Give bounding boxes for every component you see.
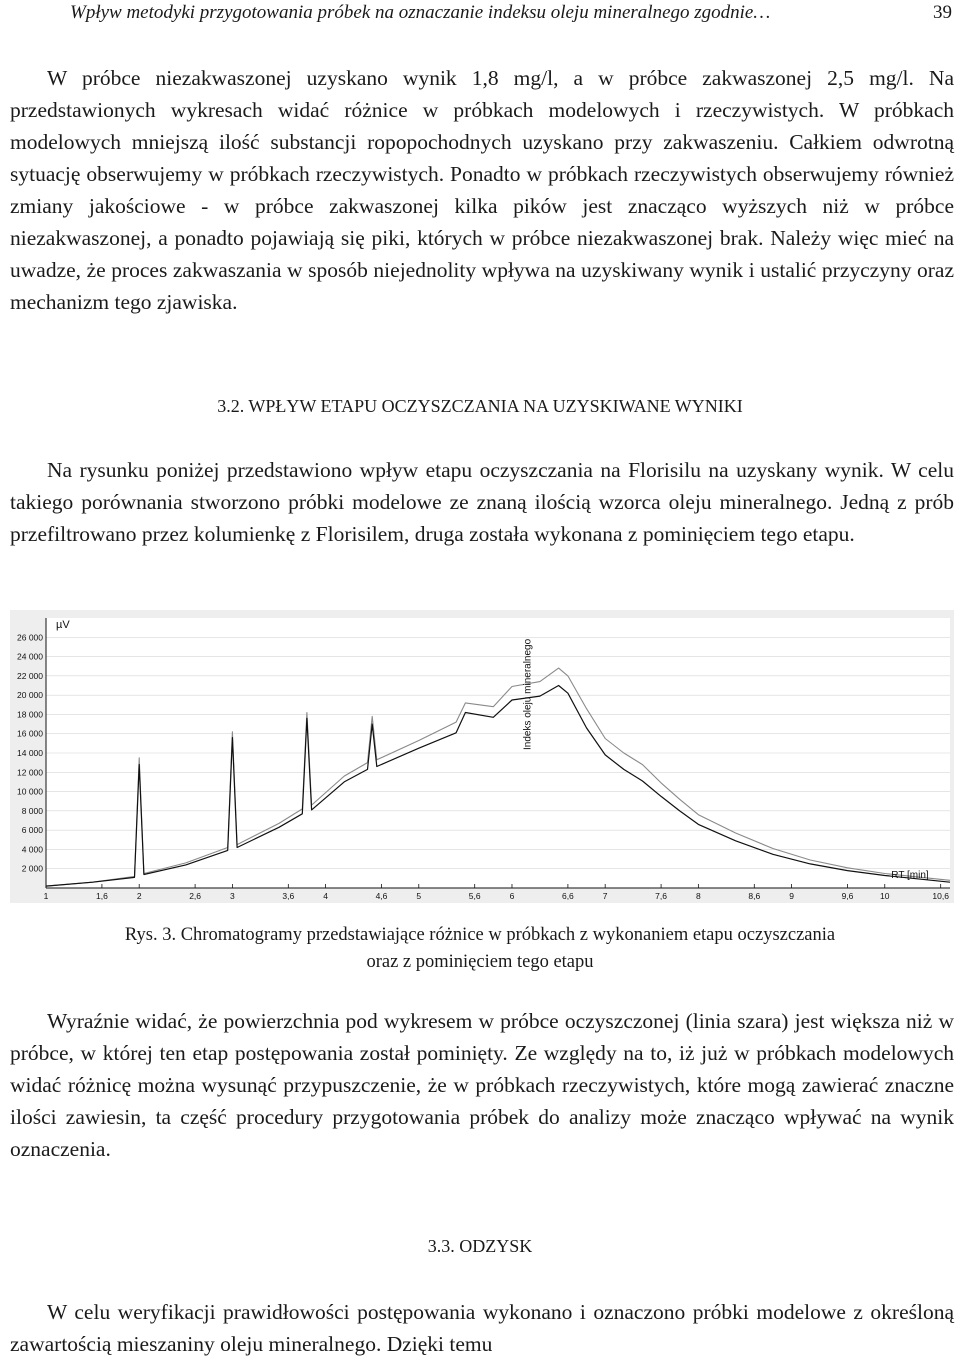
y-tick-label: 22 000: [17, 670, 43, 681]
y-tick-label: 6 000: [21, 825, 43, 836]
x-tick-label: 9,6: [841, 891, 854, 901]
caption-line-1: Rys. 3. Chromatogramy przedstawiające różnice w próbkach z wykonaniem etapu oczyszczania: [124, 925, 836, 945]
x-tick-label: 5,6: [468, 891, 481, 901]
chromatogram-chart: [10, 610, 954, 903]
running-title: Wpływ metodyki przygotowania próbek na oznaczanie indeksu oleju mineralnego zgodnie…: [70, 2, 771, 23]
x-tick-label: 3: [230, 891, 235, 901]
y-tick-label: 14 000: [17, 748, 43, 758]
x-tick-label: 8: [696, 891, 701, 901]
x-tick-label: 1: [43, 891, 49, 901]
caption-line-2: oraz z pominięciem tego etapu: [366, 952, 594, 972]
x-tick-label: 8,6: [748, 891, 761, 901]
x-tick-label: 9: [789, 891, 794, 901]
x-tick-label: 6: [509, 891, 515, 901]
paragraph-3: Wyraźnie widać, że powierzchnia pod wykresem w próbce oczyszczonej (linia szara) jest większa niż w próbce, w której ten etap postępowania został pominięty. Ze względy na to, iż już w próbkach modelowych widać różnicę można wysunąć przypuszczenie, że w próbkach rzeczywistych, które mogą zawierać znaczne ilości zawiesin, ta część procedury przygotowania próbek do analizy może znacząco wpływać na wynik oznaczenia.: [10, 1009, 954, 1161]
paragraph-2: Na rysunku poniżej przedstawiono wpływ etapu oczyszczania na Florisilu na uzyskany wynik. W celu takiego porównania stworzono próbki modelowe ze znaną ilością wzorca oleju mineralnego. Jedną z prób przefiltrowano przez kolumienkę z Florisilem, druga została wykonana z pominięciem tego etapu.: [10, 458, 954, 546]
section-heading-3-2: 3.2. WPŁYW ETAPU OCZYSZCZANIA NA UZYSKIWANE WYNIKI: [217, 396, 743, 416]
x-tick-label: 2,6: [189, 891, 202, 901]
y-tick-label: 4 000: [21, 844, 43, 855]
y-tick-label: 10 000: [17, 786, 43, 797]
y-unit-label: µV: [56, 619, 70, 631]
x-tick-label: 4: [323, 891, 328, 901]
y-tick-label: 26 000: [17, 632, 43, 643]
x-tick-label: 3,6: [282, 891, 295, 901]
figure-caption: [40, 922, 920, 976]
y-tick-label: 18 000: [17, 709, 43, 720]
peak-annotation: Indeks oleju mineralnego: [522, 638, 534, 750]
paragraph-4: W celu weryfikacji prawidłowości postępowania wykonano i oznaczono próbki modelowe z określoną zawartością mieszaniny oleju mineralnego. Dzięki temu: [10, 1300, 954, 1356]
x-tick-label: 6,6: [561, 891, 574, 901]
y-tick-label: 16 000: [17, 728, 43, 739]
chromatogram-figure: [10, 610, 954, 903]
section-heading-3-3: 3.3. ODZYSK: [427, 1236, 533, 1256]
running-header: [70, 2, 950, 28]
x-tick-label: 4,6: [375, 891, 388, 901]
x-tick-label: 7: [602, 891, 608, 901]
paragraph-1: W próbce niezakwaszonej uzyskano wynik 1,8 mg/l, a w próbce zakwaszonej 2,5 mg/l. Na przedstawionych wykresach widać różnice w próbkach modelowych i rzeczywistych. W próbkach modelowych mniejszą ilość substancji ropopochodnych uzyskano przy zakwaszeniu. Całkiem odwrotną sytuację obserwujemy w próbkach rzeczywistych. Ponadto w próbkach rzeczywistych obserwujemy również zmiany jakościowe - w próbce zakwaszonej kilka pików jest znacząco wyższych niż w próbce niezakwaszonej, a ponadto pojawiają się piki, których w próbce niezakwaszonej brak. Należy więc mieć na uwadze, że proces zakwaszania w sposób niejednolity wpływa na uzyskiwany wynik i ustalić przyczyny oraz mechanizm tego zjawiska.: [10, 66, 954, 314]
x-tick-label: 5: [416, 891, 422, 901]
y-tick-label: 12 000: [17, 767, 43, 778]
x-tick-label: 10: [880, 891, 890, 901]
y-tick-label: 8 000: [21, 805, 43, 816]
page-number: 39: [933, 2, 952, 23]
x-unit-label: RT [min]: [891, 870, 929, 881]
y-tick-label: 24 000: [17, 651, 43, 662]
x-tick-label: 1,6: [96, 891, 108, 901]
y-tick-label: 2 000: [21, 863, 43, 874]
x-tick-label: 2: [136, 891, 142, 901]
x-tick-label: 10,6: [932, 891, 949, 901]
y-tick-label: 20 000: [17, 690, 43, 701]
x-tick-label: 7,6: [655, 891, 668, 901]
